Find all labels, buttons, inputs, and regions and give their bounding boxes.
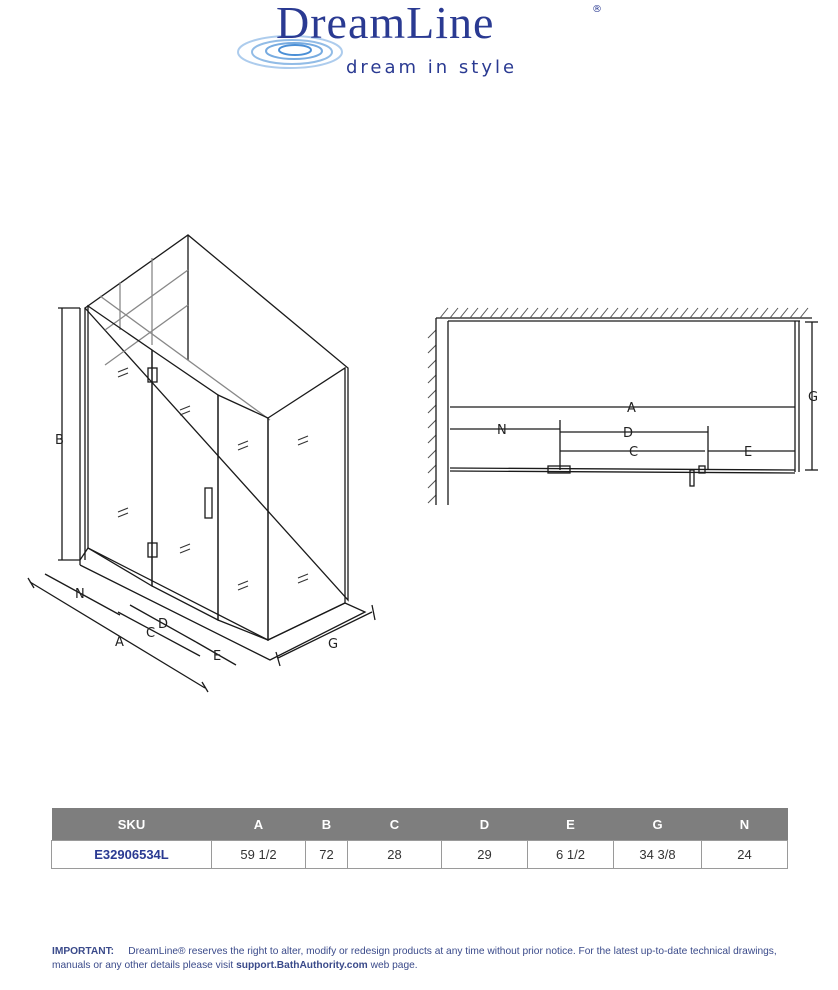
note-text-end: web page.	[370, 960, 418, 971]
cell-n: 24	[702, 841, 788, 869]
iso-label-c: C	[146, 626, 156, 641]
table-row	[52, 841, 788, 869]
cell-d: 29	[442, 841, 528, 869]
header-n: N	[702, 808, 788, 841]
door-panel	[152, 350, 218, 620]
cell-sku: E32906534L	[52, 841, 212, 869]
note-text: DreamLine® reserves the right to alter, modify or redesign products at any time without prior notice. For the latest up-to-date technical drawings, manuals or any other details please visit	[52, 946, 777, 971]
important-note	[52, 945, 788, 973]
header-d: D	[442, 808, 528, 841]
inline-panel	[218, 395, 268, 640]
note-label: IMPORTANT:	[52, 946, 115, 957]
brand-name: DreamLine	[276, 0, 495, 48]
plan-label-n: N	[497, 423, 507, 438]
header-b: B	[306, 808, 348, 841]
plan-label-c: C	[629, 445, 639, 460]
back-wall	[85, 235, 348, 600]
header-a: A	[212, 808, 306, 841]
cell-e: 6 1/2	[528, 841, 614, 869]
support-link[interactable]: support.BathAuthority.com	[236, 960, 368, 971]
cell-g: 34 3/8	[614, 841, 702, 869]
header-g: G	[614, 808, 702, 841]
header-sku: SKU	[52, 808, 212, 841]
dimensions-table	[51, 808, 787, 869]
iso-label-d: D	[158, 617, 169, 632]
iso-label-e: E	[213, 649, 222, 664]
registered-mark: ®	[592, 4, 602, 15]
plan-label-a: A	[627, 401, 636, 416]
plan-label-e: E	[744, 445, 753, 460]
iso-label-g: G	[328, 637, 339, 652]
fixed-panel	[88, 306, 152, 586]
cell-b: 72	[306, 841, 348, 869]
return-panel	[268, 368, 345, 640]
iso-label-n: N	[75, 587, 85, 602]
brand-tagline: dream in style	[346, 57, 518, 78]
cell-c: 28	[348, 841, 442, 869]
header-c: C	[348, 808, 442, 841]
iso-label-b: B	[55, 433, 64, 448]
plan-label-d: D	[623, 426, 634, 441]
iso-label-a: A	[115, 635, 124, 650]
plan-label-g: G	[808, 390, 819, 405]
cell-a: 59 1/2	[212, 841, 306, 869]
table-header-row	[52, 808, 788, 841]
header-e: E	[528, 808, 614, 841]
